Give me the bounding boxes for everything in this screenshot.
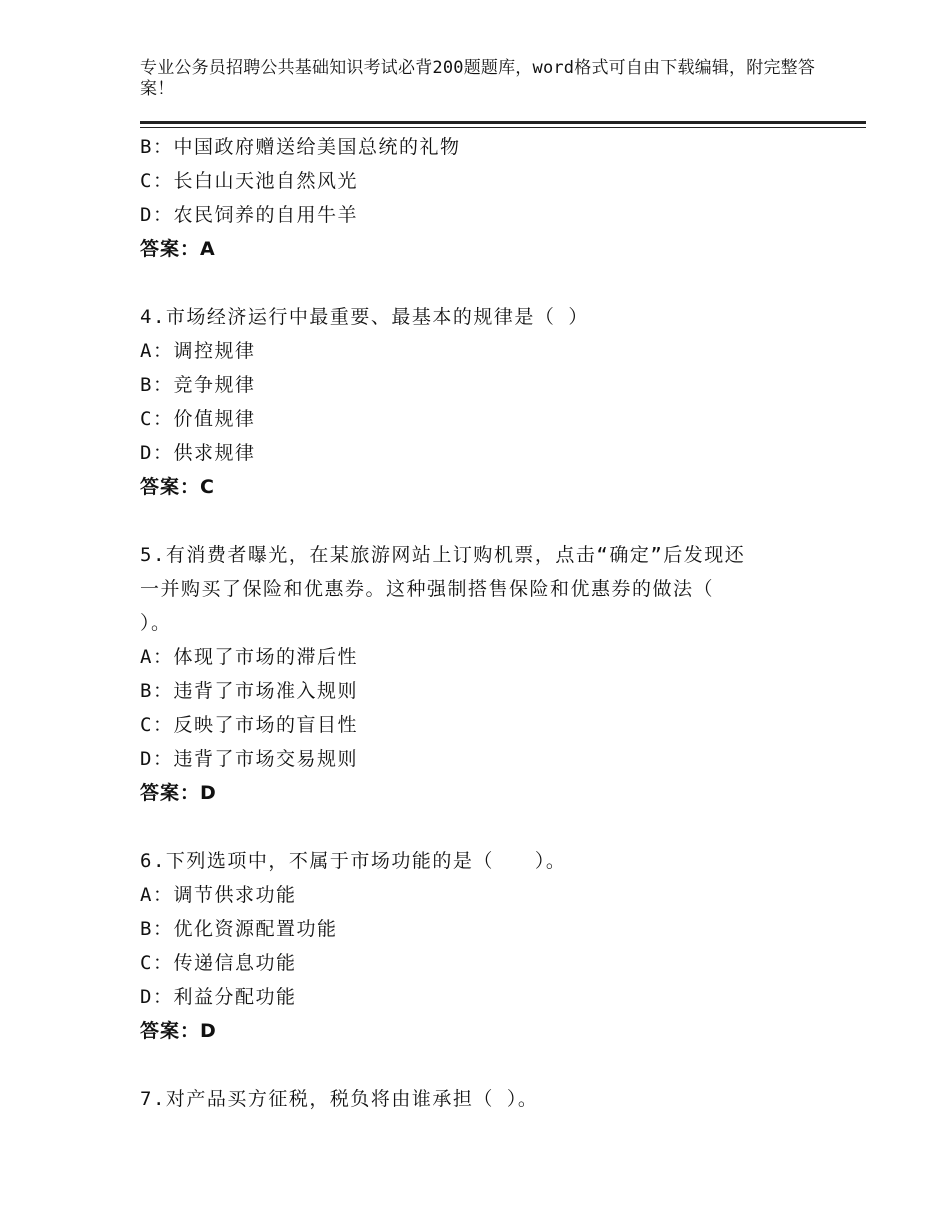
- question-7: [140, 1082, 820, 1116]
- option-c: C：价值规律: [140, 408, 256, 430]
- header-rule-thick: [140, 121, 866, 124]
- page-header: 专业公务员招聘公共基础知识考试必背200题题库，word格式可自由下载编辑，附完整答案！: [140, 58, 816, 99]
- question-stem: 6.下列选项中，不属于市场功能的是（ ）。: [140, 850, 567, 872]
- option-c: C：传递信息功能: [140, 952, 297, 974]
- question-5: [140, 538, 820, 810]
- spacer: [140, 810, 820, 844]
- question-stem: 4.市场经济运行中最重要、最基本的规律是（ ）: [140, 306, 589, 328]
- spacer: [140, 266, 820, 300]
- answer-label: 答案：C: [140, 476, 215, 498]
- answer-label: 答案：A: [140, 238, 216, 260]
- question-stem: 7.对产品买方征税，税负将由谁承担（ ）。: [140, 1088, 539, 1110]
- question-stem-line-2: 一并购买了保险和优惠券。这种强制搭售保险和优惠券的做法（: [140, 578, 715, 600]
- question-list: [140, 130, 820, 1116]
- question-stem-line-1: 5.有消费者曝光，在某旅游网站上订购机票，点击“确定”后发现还: [140, 544, 746, 566]
- option-b: B：优化资源配置功能: [140, 918, 338, 940]
- question-6: [140, 844, 820, 1048]
- option-b: B：竞争规律: [140, 374, 256, 396]
- option-b: B：违背了市场准入规则: [140, 680, 358, 702]
- option-a: A：调节供求功能: [140, 884, 297, 906]
- spacer: [140, 1048, 820, 1082]
- option-a: A：体现了市场的滞后性: [140, 646, 358, 668]
- spacer: [140, 504, 820, 538]
- option-d: D：农民饲养的自用牛羊: [140, 204, 358, 226]
- option-a: A：调控规律: [140, 340, 256, 362]
- answer-label: 答案：D: [140, 1020, 217, 1042]
- option-d: D：利益分配功能: [140, 986, 297, 1008]
- option-c: C：长白山天池自然风光: [140, 170, 358, 192]
- question-4: [140, 300, 820, 504]
- option-d: D：供求规律: [140, 442, 256, 464]
- option-b: B：中国政府赠送给美国总统的礼物: [140, 136, 461, 158]
- option-c: C：反映了市场的盲目性: [140, 714, 358, 736]
- answer-label: 答案：D: [140, 782, 217, 804]
- option-d: D：违背了市场交易规则: [140, 748, 358, 770]
- question-3: [140, 130, 820, 266]
- question-stem-line-3: ）。: [140, 612, 172, 634]
- header-rule-thin: [140, 127, 866, 128]
